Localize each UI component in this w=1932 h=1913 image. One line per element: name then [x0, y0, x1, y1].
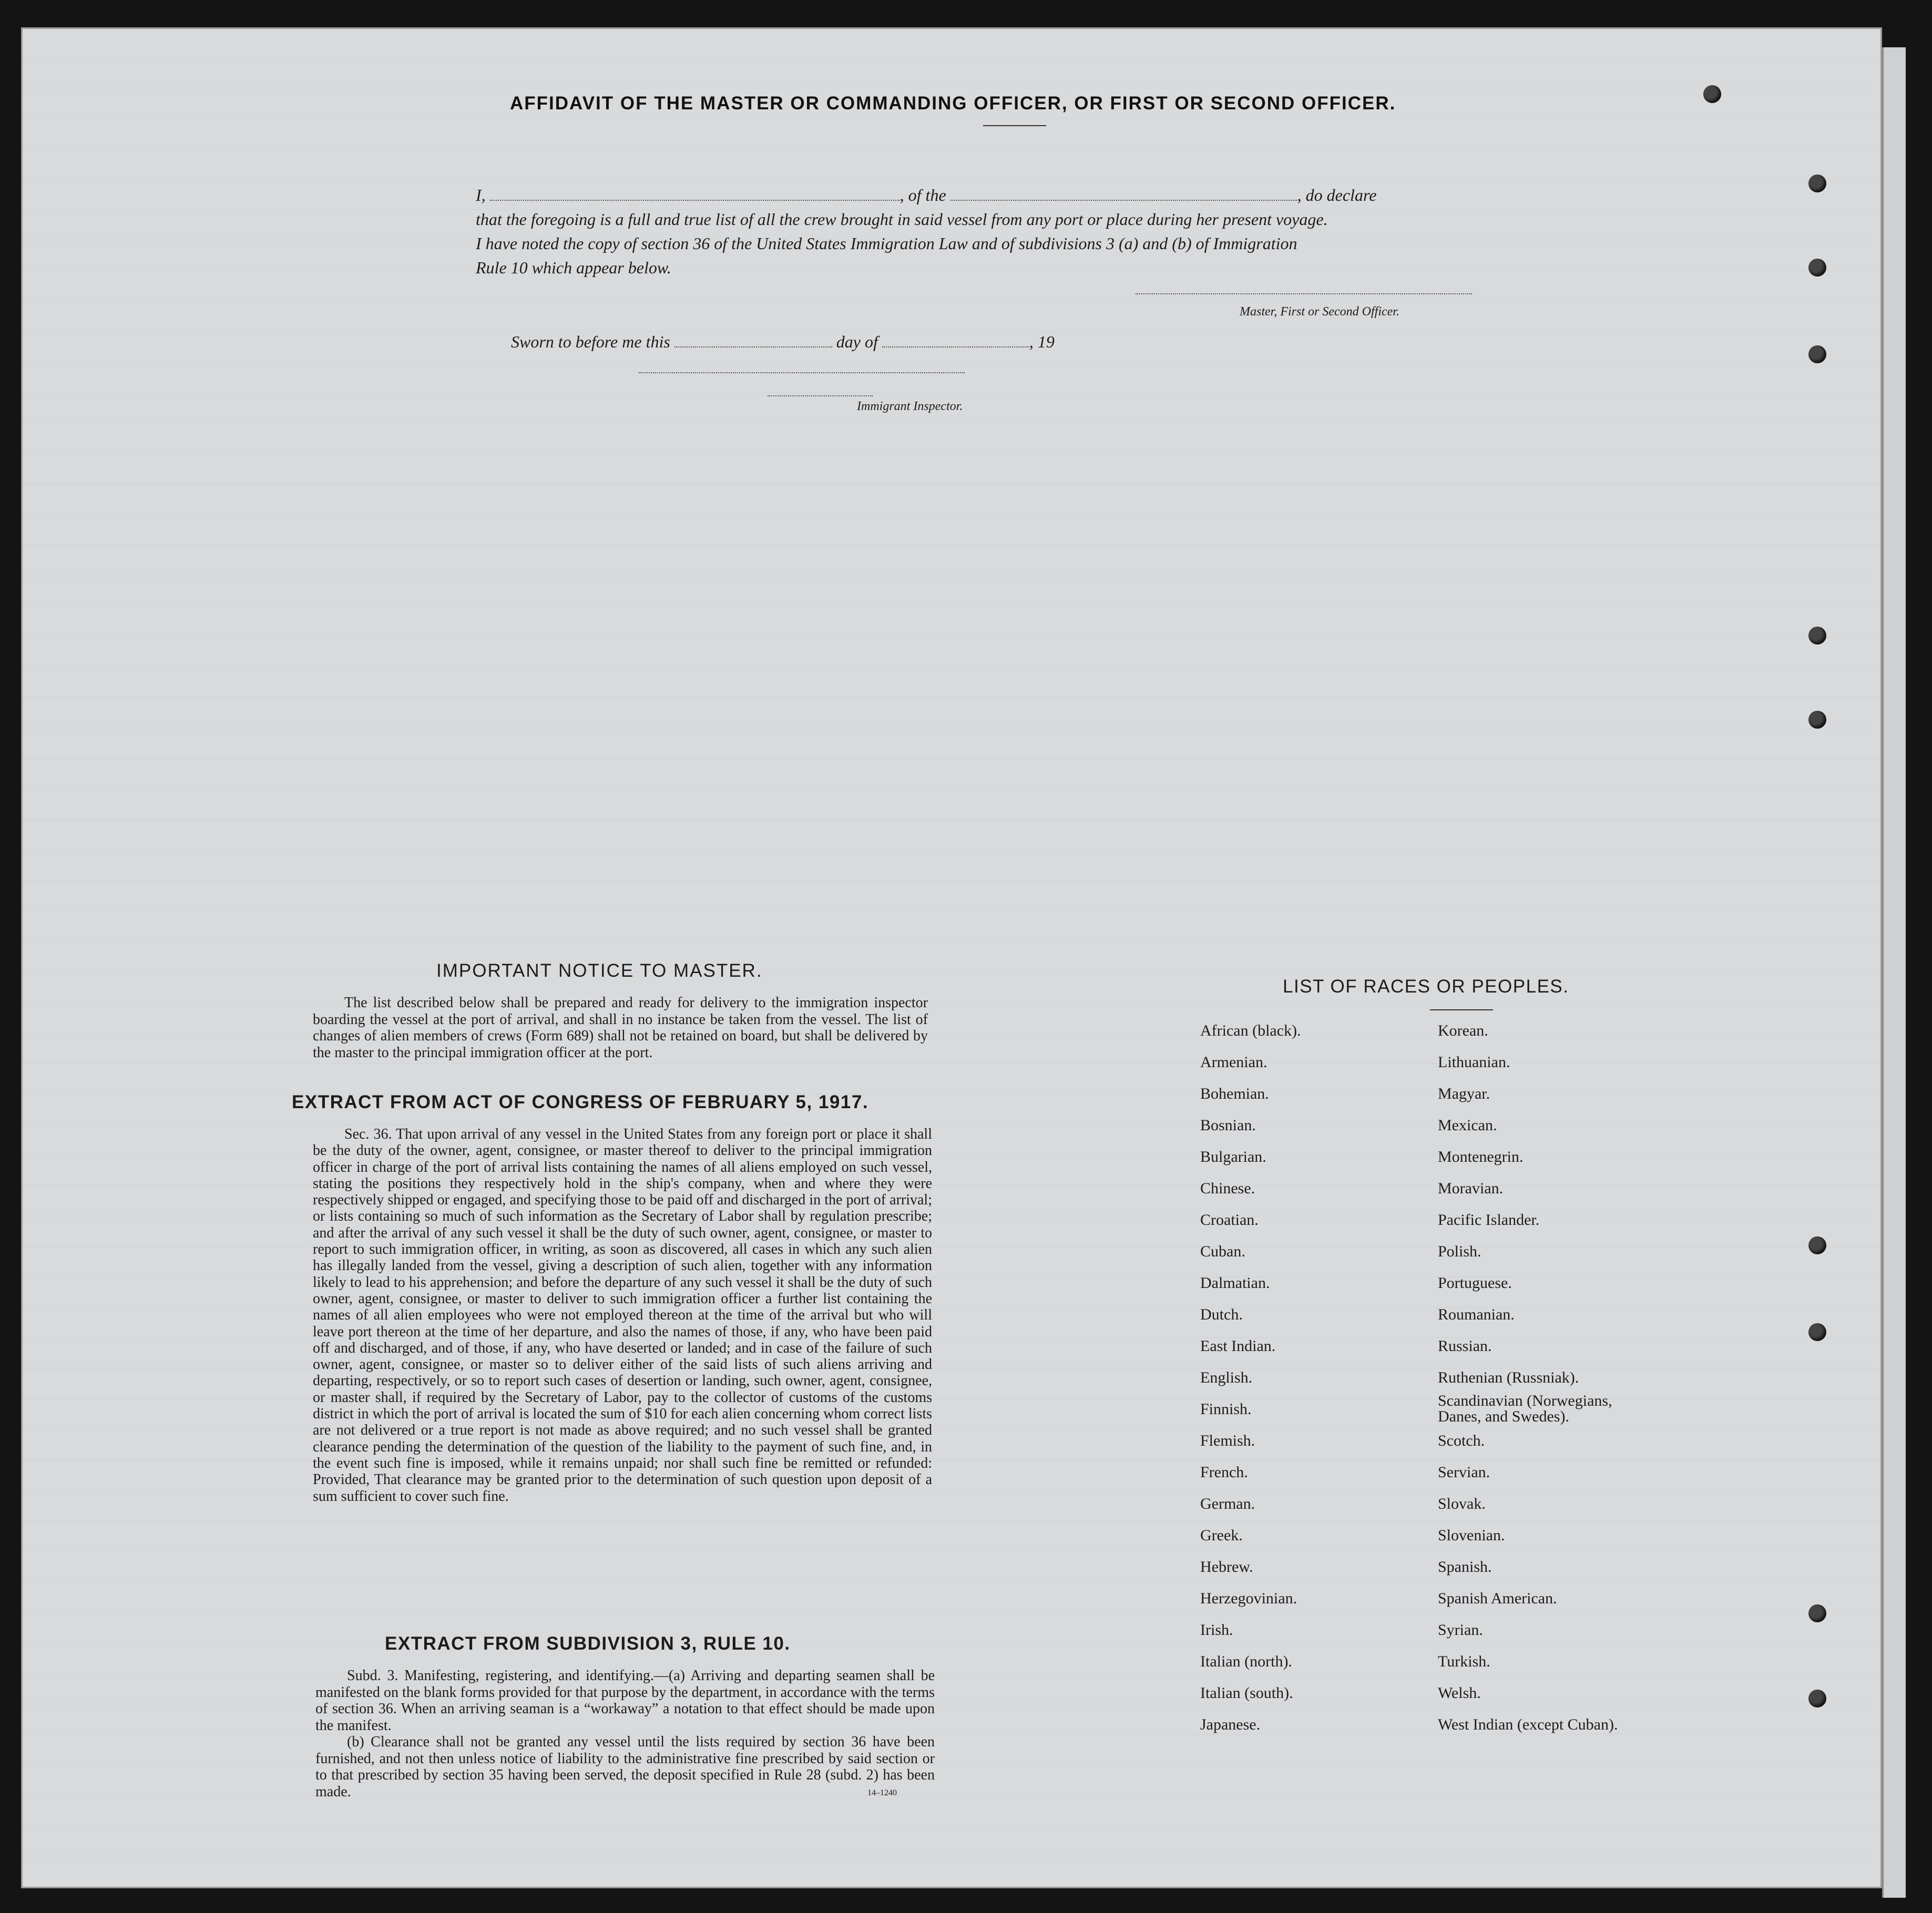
affidavit-line-3: I have noted the copy of section 36 of the United States Immigration Law and of subdivisions 3 (a) and (b) of Immigration [476, 234, 1297, 253]
affidavit-line-declare [476, 182, 1376, 208]
punch-hole [1808, 1323, 1826, 1341]
notice-title: IMPORTANT NOTICE TO MASTER. [436, 960, 763, 981]
race-item: Lithuanian. [1438, 1053, 1510, 1071]
race-item: Irish. [1200, 1621, 1233, 1639]
race-item: Slovenian. [1438, 1527, 1505, 1544]
race-item: East Indian. [1200, 1337, 1276, 1355]
race-item: Japanese. [1200, 1716, 1261, 1733]
affidavit-line-4: Rule 10 which appear below. [476, 258, 671, 277]
race-item: Armenian. [1200, 1053, 1267, 1071]
race-item: Italian (south). [1200, 1684, 1293, 1702]
punch-hole [1808, 1236, 1826, 1254]
race-item: Herzegovinian. [1200, 1590, 1297, 1607]
affidavit-i-label: I, [476, 186, 486, 204]
race-item: Scotch. [1438, 1432, 1485, 1449]
race-item: Scandinavian (Norwegians, Danes, and Swedes). [1438, 1392, 1612, 1425]
race-item: Bohemian. [1200, 1085, 1269, 1102]
punch-hole [1808, 1690, 1826, 1707]
race-item: German. [1200, 1495, 1255, 1512]
race-item: Welsh. [1438, 1684, 1481, 1702]
title-underline [983, 125, 1046, 126]
extract-act-title: EXTRACT FROM ACT OF CONGRESS OF FEBRUARY 5, 1917. [292, 1092, 869, 1112]
race-item: Roumanian. [1438, 1306, 1515, 1323]
race-item: Magyar. [1438, 1085, 1490, 1102]
race-item: Syrian. [1438, 1621, 1483, 1639]
race-item: Finnish. [1200, 1400, 1252, 1418]
inspector-signature-field[interactable] [639, 362, 965, 373]
vessel-name-field[interactable] [950, 189, 1297, 201]
rule-10-text [315, 1668, 935, 1800]
punch-hole [1808, 345, 1826, 363]
race-item: Portuguese. [1438, 1274, 1512, 1292]
section-36-text: Sec. 36. That upon arrival of any vessel in the United States from any foreign port or place it shall be the duty of the owner, agent, consignee, or master thereof to deliver to the principal immigration officer in charge of the port of arrival lists containing the names of all aliens employed on such vessel, stating the positions they respectively hold in the ship's company, when and where they were respectively shipped or engaged, and specifying those to be paid off and discharged in the port of arrival; or lists containing so much of such information as the Secretary of Labor shall by regulation prescribe; and after the arrival of any such vessel it shall be the duty of such owner, agent, consignee, or master to report to such immigration officer, in writing, as soon as discovered, all cases in which any such alien has illegally landed from the vessel, giving a description of such alien, together with any information likely to lead to his apprehension; and before the departure of any such vessel it shall be the duty of such owner, agent, consignee, or master to deliver to such immigration officer a further list containing the names of all alien employees who were not employed thereon at the time of the arrival but who will leave port thereon at the time of her departure, and also the names of those, if any, who have been paid off and discharged, and of those, if any, who have deserted or landed; and in case of the failure of such owner, agent, consignee, or master so to deliver either of the said lists of such aliens arriving and departing, respectively, or so to report such cases of desertion or landing, such owner, agent, consignee, or master shall, if required by the Secretary of Labor, pay to the collector of customs of the customs district in which the port of arrival is located the sum of $10 for each alien concerning whom correct lists are not delivered or a true report is not made as above required; and no such vessel shall be granted clearance pending the determination of the question of the liability to the payment of such fine, and, in the event such fine is imposed, while it remains unpaid; nor shall such fine be remitted or refunded: Provided, That clearance may be granted prior to the determination of such question upon deposit of a sum sufficient to cover such fine. [313, 1126, 932, 1505]
race-item: Spanish American. [1438, 1590, 1557, 1607]
race-item: French. [1200, 1464, 1248, 1481]
master-name-field[interactable] [490, 189, 900, 201]
race-item: Dalmatian. [1200, 1274, 1270, 1292]
form-number: 14–1240 [867, 1788, 897, 1797]
extract-rule-title: EXTRACT FROM SUBDIVISION 3, RULE 10. [385, 1633, 791, 1654]
race-item: Greek. [1200, 1527, 1243, 1544]
races-title-underline [1430, 1009, 1493, 1010]
sworn-prefix: Sworn to before me this [511, 332, 670, 351]
sworn-month-field[interactable] [882, 336, 1029, 347]
race-item: Spanish. [1438, 1558, 1492, 1576]
race-item: Moravian. [1438, 1180, 1504, 1197]
bleed-through-ruling [21, 27, 1882, 1888]
punch-hole [1808, 259, 1826, 277]
sworn-year: , 19 [1029, 332, 1055, 351]
sworn-line [511, 332, 1055, 352]
rule-10-para-b: (b) Clearance shall not be granted any vessel until the lists required by section 36 have been furnished, and not then unless notice of liability to the administrative fine prescribed by said section or to that prescribed by section 35 having been served, the deposit specified in Rule 28 (subd. 2) has been made. [315, 1734, 935, 1800]
rule-10-para-a: Subd. 3. Manifesting, registering, and identifying.—(a) Arriving and departing seamen shall be manifested on the blank forms provided for that purpose by the department, in accordance with the terms of section 36. When an arriving seaman is a “workaway” a notation to that effect should be made upon the manifest. [315, 1668, 935, 1734]
race-item: Hebrew. [1200, 1558, 1253, 1576]
page-edge [1882, 47, 1906, 1898]
affidavit-of-the-label: , of the [899, 186, 946, 204]
punch-hole [1808, 711, 1826, 729]
race-item: West Indian (except Cuban). [1438, 1716, 1618, 1733]
notice-body: The list described below shall be prepared and ready for delivery to the immigration inspector boarding the vessel at the port of arrival, and shall in no instance be taken from the vessel. The list of changes of alien members of crews (Form 689) shall not be retained on board, but shall be delivered by the master to the principal immigration officer at the port. [313, 995, 928, 1061]
master-signature-caption: Master, First or Second Officer. [1240, 305, 1399, 319]
race-item: Chinese. [1200, 1180, 1255, 1197]
affidavit-title: AFFIDAVIT OF THE MASTER OR COMMANDING OFFICER, OR FIRST OR SECOND OFFICER. [510, 93, 1396, 114]
races-title: LIST OF RACES OR PEOPLES. [1283, 976, 1569, 997]
race-item: Bosnian. [1200, 1117, 1256, 1134]
race-item: English. [1200, 1369, 1253, 1386]
inspector-signature-field-2[interactable] [768, 385, 873, 396]
punch-hole [1808, 175, 1826, 192]
sworn-date-field[interactable] [674, 336, 832, 347]
race-item: Russian. [1438, 1337, 1492, 1355]
affidavit-line-2: that the foregoing is a full and true list of all the crew brought in said vessel from any port or place during her present voyage. [476, 210, 1328, 229]
race-item: Pacific Islander. [1438, 1211, 1540, 1229]
sworn-day-of: day of [836, 332, 878, 351]
race-item: Italian (north). [1200, 1653, 1292, 1670]
race-item: Montenegrin. [1438, 1148, 1524, 1165]
affidavit-declare-label: , do declare [1297, 186, 1377, 204]
race-item: Slovak. [1438, 1495, 1486, 1512]
race-item: Cuban. [1200, 1243, 1245, 1260]
race-item: Bulgarian. [1200, 1148, 1266, 1165]
race-item: Korean. [1438, 1022, 1488, 1039]
race-item: Turkish. [1438, 1653, 1490, 1670]
race-item: Mexican. [1438, 1117, 1497, 1134]
race-item: Servian. [1438, 1464, 1490, 1481]
punch-hole [1808, 627, 1826, 645]
race-item: Polish. [1438, 1243, 1481, 1260]
punch-hole [1703, 85, 1721, 103]
race-item: Ruthenian (Russniak). [1438, 1369, 1579, 1386]
manifest-page [21, 27, 1882, 1888]
race-item: Dutch. [1200, 1306, 1243, 1323]
race-item: African (black). [1200, 1022, 1301, 1039]
race-item: Flemish. [1200, 1432, 1255, 1449]
inspector-caption: Immigrant Inspector. [857, 400, 963, 413]
punch-hole [1808, 1604, 1826, 1622]
race-item: Croatian. [1200, 1211, 1259, 1229]
master-signature-field[interactable] [1136, 283, 1472, 294]
